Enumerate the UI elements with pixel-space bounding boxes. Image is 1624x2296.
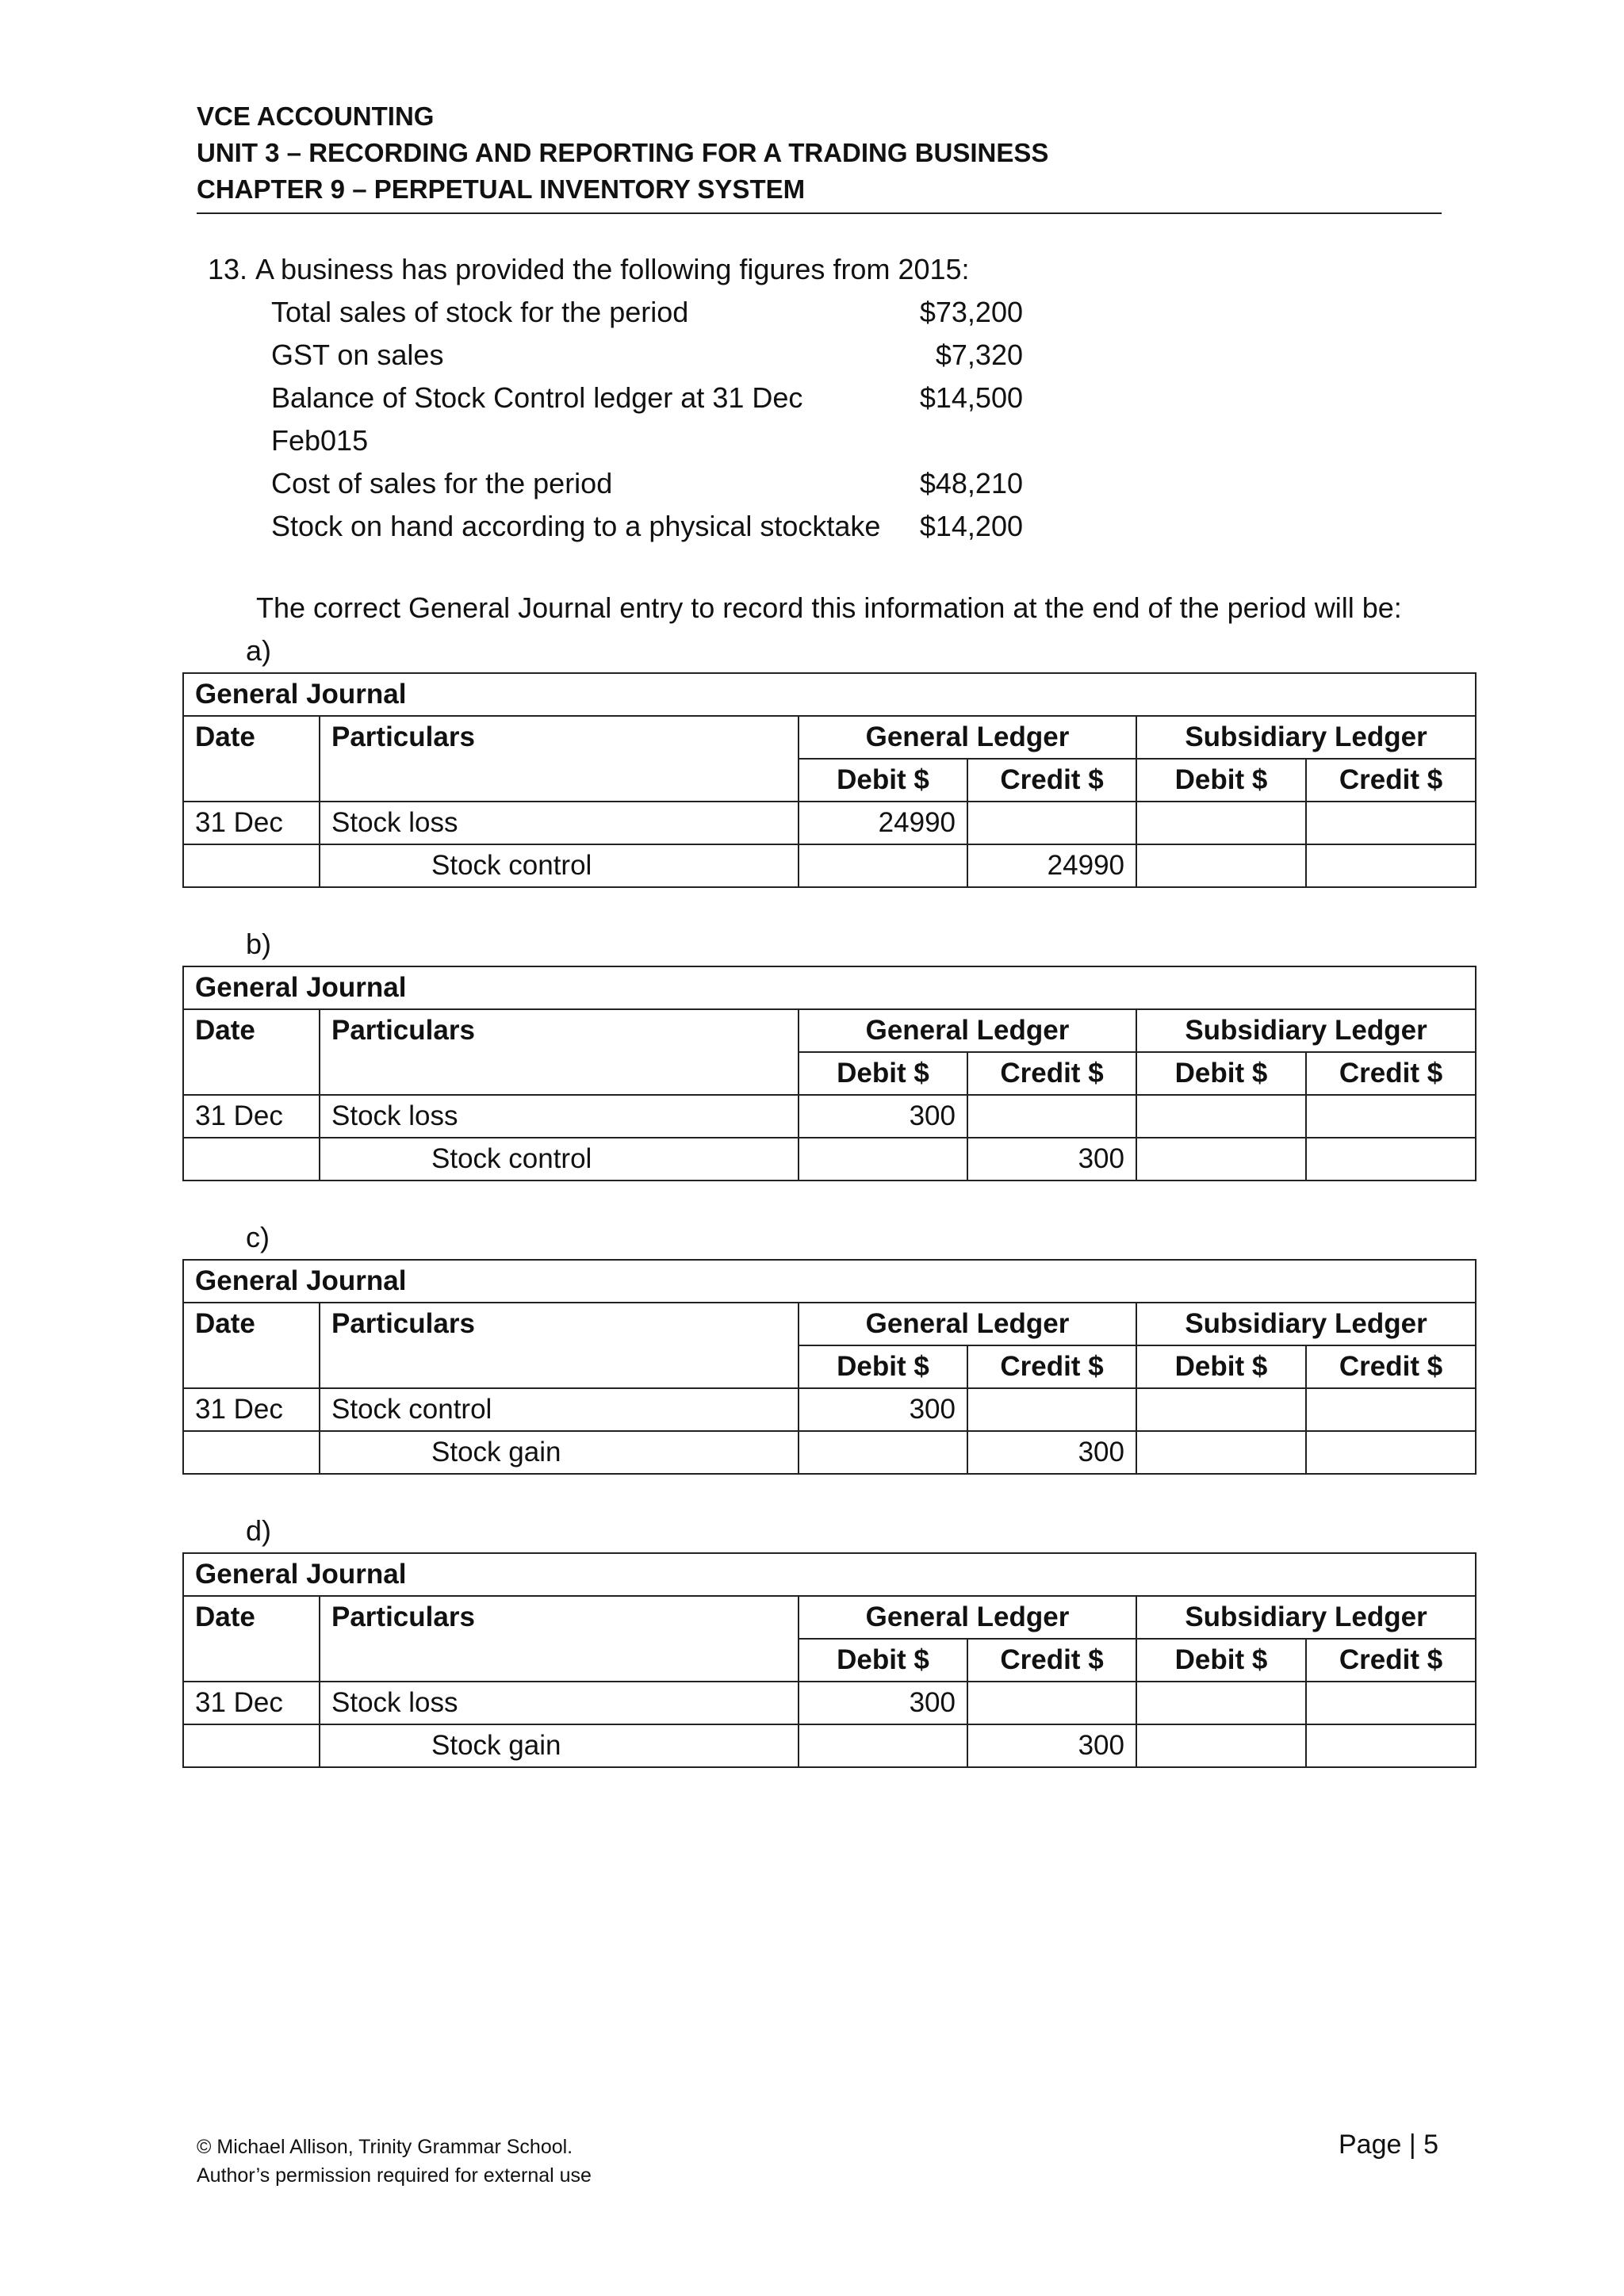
gl-debit-header: Debit $ xyxy=(799,1052,967,1095)
figure-row xyxy=(271,334,1477,377)
journal-title: General Journal xyxy=(183,673,1476,716)
general-ledger-header: General Ledger xyxy=(799,716,1136,759)
gl-debit-value: 300 xyxy=(799,1682,967,1724)
figure-label: Feb015 xyxy=(271,424,369,457)
particulars-header: Particulars xyxy=(320,1303,799,1388)
sl-debit-header: Debit $ xyxy=(1136,759,1306,802)
credit-account: Stock gain xyxy=(320,1431,799,1474)
table-row xyxy=(183,802,1476,844)
gl-debit-value: 300 xyxy=(799,1388,967,1431)
debit-account: Stock loss xyxy=(320,802,799,844)
question-intro: A business has provided the following figures from 2015: xyxy=(255,253,970,285)
journal-title: General Journal xyxy=(183,966,1476,1009)
entry-date: 31 Dec xyxy=(183,1095,320,1138)
gl-credit-header: Credit $ xyxy=(967,759,1136,802)
figure-label: Stock on hand according to a physical stocktake xyxy=(271,510,881,542)
figure-row xyxy=(271,462,1477,505)
general-ledger-header: General Ledger xyxy=(799,1303,1136,1345)
gl-debit-header: Debit $ xyxy=(799,1639,967,1682)
table-row xyxy=(183,1095,1476,1138)
header-line-3: CHAPTER 9 – PERPETUAL INVENTORY SYSTEM xyxy=(197,174,806,204)
figure-value: $73,200 xyxy=(919,296,1023,328)
table-row xyxy=(183,1724,1476,1767)
figure-label: Total sales of stock for the period xyxy=(271,296,689,328)
debit-account: Stock loss xyxy=(320,1095,799,1138)
figure-label: Cost of sales for the period xyxy=(271,467,613,499)
figure-value: $14,500 xyxy=(919,381,1023,414)
particulars-header: Particulars xyxy=(320,1596,799,1682)
sl-credit-header: Credit $ xyxy=(1306,759,1476,802)
option-label-c: c) xyxy=(246,1221,270,1253)
general-ledger-header: General Ledger xyxy=(799,1596,1136,1639)
gl-credit-value: 300 xyxy=(967,1724,1136,1767)
date-header: Date xyxy=(183,1009,320,1095)
date-header: Date xyxy=(183,1596,320,1682)
subsidiary-ledger-header: Subsidiary Ledger xyxy=(1136,1009,1476,1052)
option-label-a: a) xyxy=(246,634,272,667)
figure-value: $7,320 xyxy=(935,339,1023,371)
gl-credit-header: Credit $ xyxy=(967,1639,1136,1682)
date-header: Date xyxy=(183,716,320,802)
header-line-1: VCE ACCOUNTING xyxy=(197,101,435,131)
journal-table-b xyxy=(182,966,1477,1181)
gl-credit-value: 24990 xyxy=(967,844,1136,887)
subsidiary-ledger-header: Subsidiary Ledger xyxy=(1136,1596,1476,1639)
subsidiary-ledger-header: Subsidiary Ledger xyxy=(1136,1303,1476,1345)
table-row xyxy=(183,1138,1476,1181)
question-13 xyxy=(208,248,1477,548)
option-label-b: b) xyxy=(246,928,272,960)
sl-debit-header: Debit $ xyxy=(1136,1639,1306,1682)
gl-debit-header: Debit $ xyxy=(799,759,967,802)
figure-value: $48,210 xyxy=(919,467,1023,499)
journal-table-d xyxy=(182,1552,1477,1768)
figure-row xyxy=(271,291,1477,334)
page-header xyxy=(197,98,1442,214)
option-label-d: d) xyxy=(246,1514,272,1547)
sl-credit-header: Credit $ xyxy=(1306,1639,1476,1682)
footer-copyright xyxy=(197,2133,592,2190)
gl-debit-value: 300 xyxy=(799,1095,967,1138)
gl-debit-value: 24990 xyxy=(799,802,967,844)
credit-account: Stock control xyxy=(320,1138,799,1181)
question-prompt: The correct General Journal entry to record this information at the end of the period will be: xyxy=(256,591,1402,624)
table-row xyxy=(183,1682,1476,1724)
figure-row xyxy=(271,419,1477,462)
figure-row xyxy=(271,505,1477,548)
journal-table-a xyxy=(182,672,1477,888)
particulars-header: Particulars xyxy=(320,716,799,802)
figures-list xyxy=(271,291,1477,548)
gl-credit-value: 300 xyxy=(967,1431,1136,1474)
figure-label: Balance of Stock Control ledger at 31 Dec xyxy=(271,381,803,414)
journal-title: General Journal xyxy=(183,1260,1476,1303)
entry-date: 31 Dec xyxy=(183,1682,320,1724)
entry-date: 31 Dec xyxy=(183,1388,320,1431)
gl-credit-value: 300 xyxy=(967,1138,1136,1181)
sl-credit-header: Credit $ xyxy=(1306,1345,1476,1388)
figure-value: $14,200 xyxy=(919,510,1023,542)
question-number: 13. xyxy=(208,253,248,285)
header-line-2: UNIT 3 – RECORDING AND REPORTING FOR A TRADING BUSINESS xyxy=(197,138,1049,167)
credit-account: Stock control xyxy=(320,844,799,887)
debit-account: Stock control xyxy=(320,1388,799,1431)
copyright-text: © Michael Allison, Trinity Grammar School. xyxy=(197,2136,573,2158)
sl-debit-header: Debit $ xyxy=(1136,1052,1306,1095)
figure-row xyxy=(271,377,1477,419)
table-row xyxy=(183,1431,1476,1474)
gl-credit-header: Credit $ xyxy=(967,1052,1136,1095)
gl-credit-header: Credit $ xyxy=(967,1345,1136,1388)
gl-debit-header: Debit $ xyxy=(799,1345,967,1388)
credit-account: Stock gain xyxy=(320,1724,799,1767)
date-header: Date xyxy=(183,1303,320,1388)
general-ledger-header: General Ledger xyxy=(799,1009,1136,1052)
sl-credit-header: Credit $ xyxy=(1306,1052,1476,1095)
subsidiary-ledger-header: Subsidiary Ledger xyxy=(1136,716,1476,759)
debit-account: Stock loss xyxy=(320,1682,799,1724)
journal-title: General Journal xyxy=(183,1553,1476,1596)
table-row xyxy=(183,1388,1476,1431)
permission-text: Author’s permission required for external use xyxy=(197,2164,592,2187)
table-row xyxy=(183,844,1476,887)
entry-date: 31 Dec xyxy=(183,802,320,844)
page-number: Page | 5 xyxy=(1339,2130,1439,2160)
particulars-header: Particulars xyxy=(320,1009,799,1095)
sl-debit-header: Debit $ xyxy=(1136,1345,1306,1388)
figure-label: GST on sales xyxy=(271,339,444,371)
journal-table-c xyxy=(182,1259,1477,1475)
